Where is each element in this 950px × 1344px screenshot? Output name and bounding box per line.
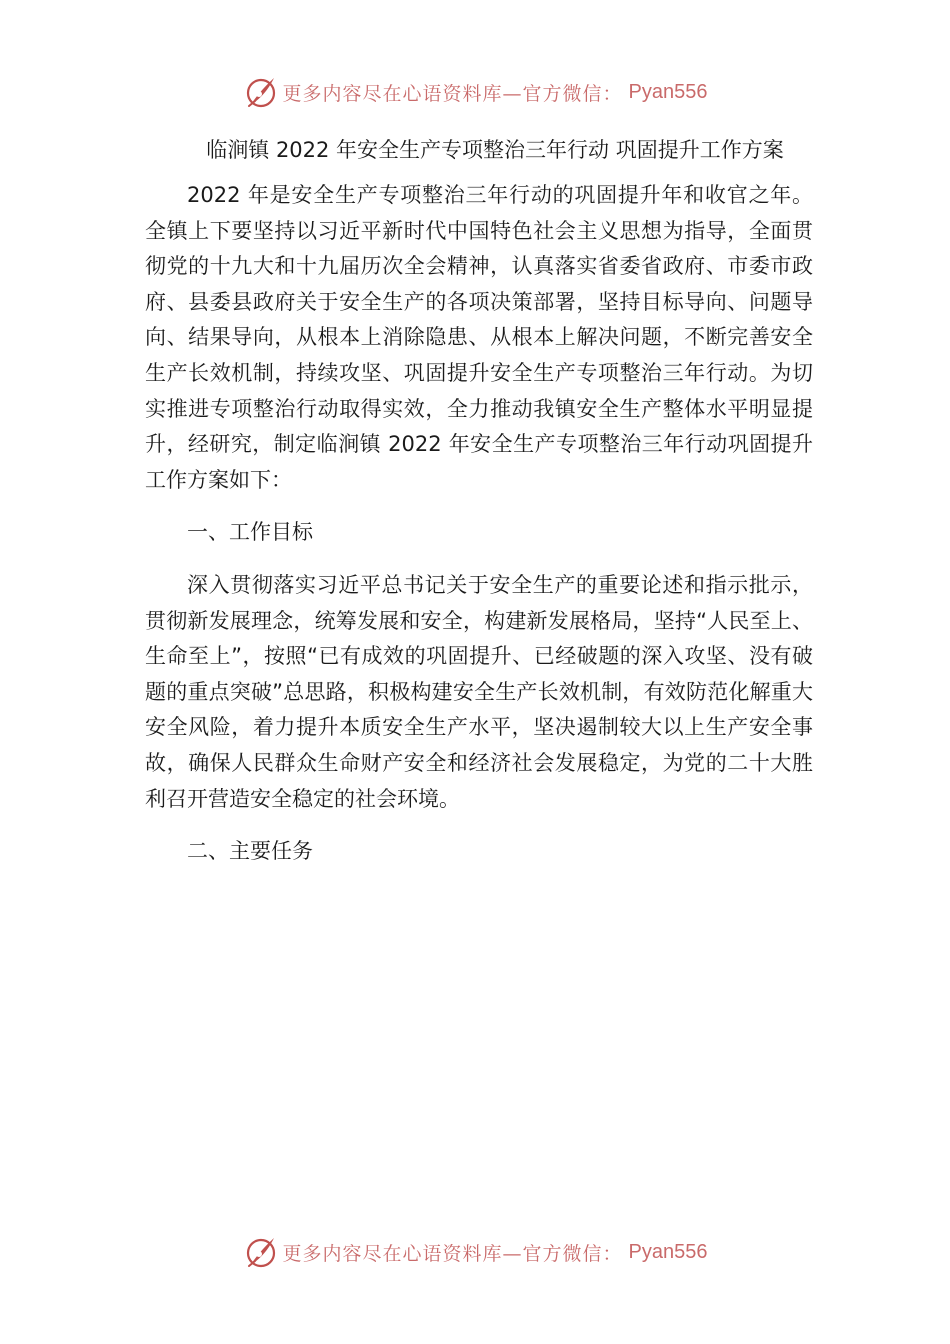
watermark-text: 更多内容尽在心语资料库—官方微信：	[282, 1242, 623, 1265]
goals-paragraph: 深入贯彻落实习近平总书记关于安全生产的重要论述和指示批示，贯彻新发展理念，统筹发展和安全，构建新发展格局，坚持“人民至上、生命至上”，按照“已有成效的巩固提升、已经破题的深入攻坚、没有破题的重点突破”总思路，积极构建安全生产长效机制，有效防范化解重大安全风险，着力提升本质安全生产水平，坚决遏制较大以上生产安全事故，确保人民群众生命财产安全和经济社会发展稳定，为党的二十大胜利召开营造安全稳定的社会环境。	[145, 572, 813, 811]
watermark-footer	[0, 1234, 950, 1270]
watermark-header	[0, 74, 950, 110]
intro-paragraph: 2022 年是安全生产专项整治三年行动的巩固提升年和收官之年。全镇上下要坚持以习近平新时代中国特色社会主义思想为指导，全面贯彻党的十九大和十九届历次全会精神，认真落实省委省政府、市委市政府、县委县政府关于安全生产的各项决策部署，坚持目标导向、问题导向、结果导向，从根本上消除隐患、从根本上解决问题，不断完善安全生产长效机制，持续攻坚、巩固提升安全生产专项整治三年行动。为切实推进专项整治行动取得实效，全力推动我镇安全生产整体水平明显提升，经研究，制定临涧镇 2022 年安全生产专项整治三年行动巩固提升工作方案如下：	[145, 183, 813, 492]
section-heading-goals: 一、工作目标	[187, 520, 313, 545]
quill-logo-icon	[243, 1234, 279, 1270]
document-title: 临涧镇 2022 年安全生产专项整治三年行动 巩固提升工作方案	[206, 138, 784, 162]
watermark-wechat-id: Pyan556	[628, 1240, 708, 1263]
watermark-wechat-id: Pyan556	[628, 80, 708, 103]
watermark-text: 更多内容尽在心语资料库—官方微信：	[282, 82, 623, 105]
section-heading-tasks: 二、主要任务	[187, 839, 313, 864]
document-body	[145, 178, 813, 887]
quill-logo-icon	[243, 74, 279, 110]
